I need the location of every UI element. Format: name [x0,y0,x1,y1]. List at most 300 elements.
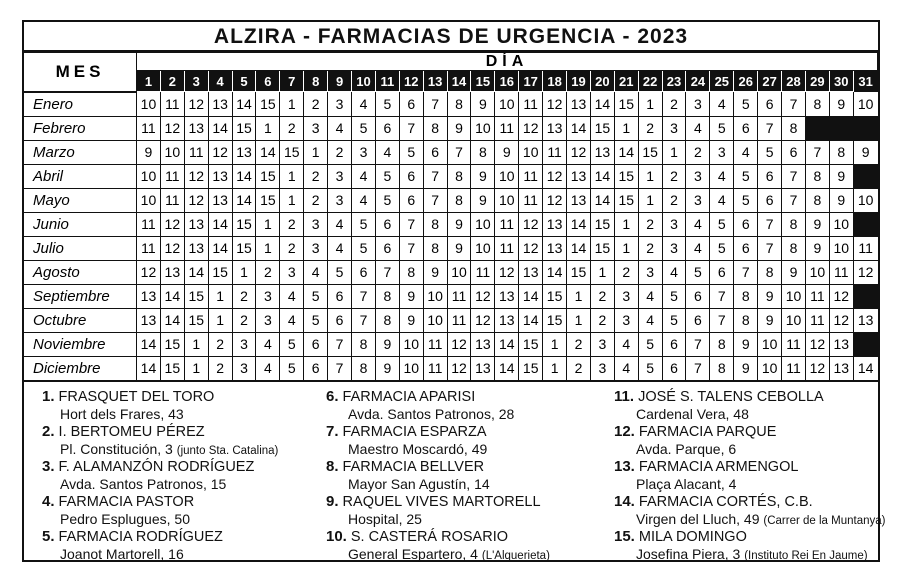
pharmacy-number-cell: 5 [710,212,734,236]
pharmacy-number: 1. [42,387,55,405]
pharmacy-number-cell: 9 [471,92,495,117]
pharmacy-number-cell: 8 [375,308,399,332]
pharmacy-number-cell: 8 [782,116,806,140]
pharmacy-number-cell: 4 [328,212,352,236]
pharmacy-number-cell: 14 [519,308,543,332]
pharmacy-number-cell: 8 [782,236,806,260]
pharmacy-number-cell: 8 [829,140,853,164]
pharmacy-number-cell: 10 [423,308,447,332]
pharmacy-number: 4. [42,492,55,510]
pharmacy-number-cell: 12 [447,356,471,381]
pharmacy-number-cell: 1 [614,236,638,260]
pharmacy-number-cell: 3 [232,356,256,381]
pharmacy-number-cell: 10 [495,164,519,188]
pharmacy-number-cell: 10 [495,92,519,117]
pharmacy-number-cell: 8 [805,164,829,188]
pharmacy-number-cell: 12 [829,284,853,308]
pharmacy-number: 2. [42,422,55,440]
pharmacy-number-cell: 1 [280,188,304,212]
day-header-cell: 16 [495,71,519,92]
month-name: Febrero [24,116,137,140]
pharmacy-number-cell: 4 [328,116,352,140]
day-header-cell: 6 [256,71,280,92]
pharmacy-number-cell: 3 [686,92,710,117]
pharmacy-number-cell: 14 [590,164,614,188]
pharmacy-number-cell: 13 [543,236,567,260]
pharmacy-number-cell: 3 [686,164,710,188]
pharmacy-number: 11. [614,387,635,405]
pharmacy-number-cell: 2 [280,236,304,260]
pharmacy-number-cell: 14 [519,284,543,308]
pharmacy-number-cell: 6 [686,284,710,308]
pharmacy-number-cell: 5 [375,164,399,188]
month-name: Enero [24,92,137,117]
calendar-card [22,20,886,562]
pharmacy-number-cell: 9 [447,116,471,140]
pharmacy-number-cell: 3 [662,236,686,260]
pharmacy-number-cell: 14 [208,236,232,260]
pharmacy-address-line [42,511,312,527]
pharmacy-number-cell: 11 [519,92,543,117]
pharmacy-number-cell: 2 [567,356,591,381]
pharmacy-number-cell: 1 [280,164,304,188]
header-row-dia [24,53,878,71]
pharmacy-name: FARMACIA ARMENGOL [638,458,799,475]
pharmacy-number-cell: 13 [495,284,519,308]
pharmacy-number-cell: 9 [471,188,495,212]
pharmacy-number-cell: 4 [256,332,280,356]
pharmacy-number-cell: 3 [590,356,614,381]
month-name: Agosto [24,260,137,284]
pharmacy-name: RAQUEL VIVES MARTORELL [342,493,541,510]
day-header-cell: 7 [280,71,304,92]
pharmacy-number-cell: 13 [543,116,567,140]
pharmacy-number-cell: 8 [423,116,447,140]
pharmacy-number-cell: 9 [447,212,471,236]
pharmacy-address-line [42,476,312,492]
pharmacy-number-cell: 7 [352,308,376,332]
month-name: Abril [24,164,137,188]
pharmacy-number-cell: 7 [710,284,734,308]
pharmacy-number-cell: 4 [280,308,304,332]
pharmacy-number-cell: 7 [447,140,471,164]
pharmacy-number-cell: 15 [543,308,567,332]
pharmacy-number-cell: 15 [638,140,662,164]
pharmacy-number-cell: 4 [375,140,399,164]
pharmacy-number-cell: 2 [256,260,280,284]
pharmacy-number-cell: 10 [853,92,877,117]
day-header-cell: 8 [304,71,328,92]
pharmacy-number-cell: 6 [352,260,376,284]
pharmacy-address-line [614,546,884,564]
pharmacy-number-cell: 15 [232,236,256,260]
pharmacy-number-cell: 14 [495,332,519,356]
month-name: Septiembre [24,284,137,308]
pharmacy-address-note: (Instituto Rei En Jaume) [744,549,868,562]
pharmacy-number-cell: 10 [447,260,471,284]
legend-column-3 [614,388,884,563]
pharmacy-number-cell: 11 [184,140,208,164]
pharmacy-number-cell: 13 [208,92,232,117]
pharmacy-number-cell: 11 [423,356,447,381]
pharmacy-number-cell: 12 [805,356,829,381]
pharmacy-number-cell: 2 [662,92,686,117]
pharmacy-entry [326,388,596,423]
pharmacy-number-cell: 9 [399,308,423,332]
pharmacy-address: Hort dels Frares, 43 [60,405,184,422]
pharmacy-name-line [42,493,312,511]
pharmacy-number-cell: 14 [232,188,256,212]
pharmacy-number-cell: 8 [734,284,758,308]
pharmacy-number-cell: 4 [686,116,710,140]
pharmacy-number-cell: 7 [758,116,782,140]
pharmacy-number-cell: 1 [638,188,662,212]
pharmacy-number-cell: 15 [567,260,591,284]
pharmacy-number-cell: 7 [686,332,710,356]
pharmacy-address-note: (L'Alquerieta) [481,549,550,562]
pharmacy-number-cell: 9 [758,308,782,332]
pharmacy-number-cell: 8 [375,284,399,308]
pharmacy-number-cell: 4 [710,164,734,188]
empty-day-cell [853,332,877,356]
pharmacy-number-cell: 8 [710,356,734,381]
pharmacy-number-cell: 5 [638,332,662,356]
pharmacy-number-cell: 14 [853,356,877,381]
pharmacy-number-cell: 15 [232,212,256,236]
pharmacy-number-cell: 7 [328,332,352,356]
pharmacy-number-cell: 5 [734,164,758,188]
pharmacy-number-cell: 4 [280,284,304,308]
pharmacy-number-cell: 13 [495,308,519,332]
pharmacy-number-cell: 9 [399,284,423,308]
pharmacy-number-cell: 5 [399,140,423,164]
pharmacy-name-line [614,528,884,546]
pharmacy-number-cell: 9 [375,356,399,381]
pharmacy-number-cell: 7 [782,164,806,188]
pharmacy-entry [326,423,596,458]
pharmacy-number-cell: 13 [184,236,208,260]
pharmacy-number-cell: 12 [160,212,184,236]
day-header-cell: 12 [399,71,423,92]
pharmacy-address-line [326,406,596,422]
pharmacy-number-cell: 12 [208,140,232,164]
pharmacy-number-cell: 13 [471,332,495,356]
pharmacy-address-line [614,441,884,457]
pharmacy-name-line [614,458,884,476]
day-number-row [24,71,878,92]
pharmacy-number-cell: 3 [256,308,280,332]
pharmacy-number-cell: 14 [184,260,208,284]
pharmacy-number-cell: 2 [304,92,328,117]
month-row [24,308,878,332]
pharmacy-number-cell: 8 [447,188,471,212]
pharmacy-name-line [326,528,596,546]
pharmacy-number-cell: 1 [208,308,232,332]
pharmacy-address-line [42,546,312,562]
pharmacy-address-line [326,511,596,527]
pharmacy-number-cell: 12 [519,116,543,140]
pharmacy-number-cell: 7 [686,356,710,381]
pharmacy-name-line [326,423,596,441]
pharmacy-entry [42,388,312,423]
pharmacy-number-cell: 13 [853,308,877,332]
pharmacy-number-cell: 11 [782,332,806,356]
pharmacy-number-cell: 14 [590,188,614,212]
pharmacy-number-cell: 8 [734,308,758,332]
pharmacy-number-cell: 15 [614,92,638,117]
month-row [24,236,878,260]
pharmacy-number-cell: 7 [375,260,399,284]
pharmacy-number-cell: 13 [829,332,853,356]
day-header-cell: 28 [782,71,806,92]
empty-day-cell [853,212,877,236]
pharmacy-entry [326,458,596,493]
pharmacy-number-cell: 13 [184,116,208,140]
pharmacy-number-cell: 15 [160,356,184,381]
pharmacy-number-cell: 4 [662,260,686,284]
pharmacy-number-cell: 14 [208,212,232,236]
day-header-cell: 20 [590,71,614,92]
pharmacy-address: General Espartero, 4 [348,545,478,562]
pharmacy-number-cell: 12 [829,308,853,332]
pharmacy-name: FARMACIA PASTOR [58,493,195,510]
day-header-cell: 3 [184,71,208,92]
pharmacy-name: S. CASTERÁ ROSARIO [350,528,509,545]
pharmacy-address-line [326,476,596,492]
pharmacy-number-cell: 10 [160,140,184,164]
pharmacy-number-cell: 3 [328,188,352,212]
pharmacy-number: 5. [42,527,55,545]
pharmacy-number-cell: 2 [686,140,710,164]
pharmacy-number-cell: 9 [137,140,161,164]
pharmacy-number-cell: 5 [375,92,399,117]
pharmacy-number-cell: 10 [137,188,161,212]
pharmacy-number-cell: 10 [805,260,829,284]
empty-day-cell [805,116,829,140]
pharmacy-number-cell: 11 [447,284,471,308]
pharmacy-number-cell: 7 [710,308,734,332]
pharmacy-number-cell: 15 [614,164,638,188]
pharmacy-number-cell: 5 [352,212,376,236]
pharmacy-number-cell: 3 [662,116,686,140]
pharmacy-number-cell: 1 [638,92,662,117]
pharmacy-number-cell: 13 [137,284,161,308]
pharmacy-address: Avda. Parque, 6 [636,440,737,457]
pharmacy-number: 13. [614,457,635,475]
pharmacy-number-cell: 14 [208,116,232,140]
pharmacy-number-cell: 14 [137,332,161,356]
pharmacy-number-cell: 14 [590,92,614,117]
pharmacy-number-cell: 1 [567,284,591,308]
pharmacy-number-cell: 4 [686,212,710,236]
pharmacy-address-line [326,546,596,564]
day-header-cell: 1 [137,71,161,92]
pharmacy-number-cell: 5 [662,284,686,308]
pharmacy-number-cell: 6 [399,188,423,212]
day-header-cell: 29 [805,71,829,92]
pharmacy-number-cell: 6 [734,236,758,260]
pharmacy-address: Joanot Martorell, 16 [60,545,184,562]
pharmacy-number-cell: 1 [208,284,232,308]
pharmacy-number-cell: 5 [734,92,758,117]
pharmacy-address: Hospital, 25 [348,510,422,527]
day-header-cell: 18 [543,71,567,92]
pharmacy-number-cell: 12 [543,188,567,212]
pharmacy-address-line [614,476,884,492]
pharmacy-number-cell: 1 [232,260,256,284]
pharmacy-number-cell: 3 [590,332,614,356]
pharmacy-number-cell: 6 [328,308,352,332]
month-rows [24,92,878,381]
pharmacy-number-cell: 11 [160,188,184,212]
pharmacy-number-cell: 3 [304,212,328,236]
pharmacy-number-cell: 13 [567,188,591,212]
pharmacy-number-cell: 15 [184,308,208,332]
pharmacy-number-cell: 1 [614,212,638,236]
pharmacy-number: 7. [326,422,339,440]
dia-header: DÍA [137,53,878,71]
pharmacy-number-cell: 6 [662,356,686,381]
pharmacy-number-cell: 11 [137,236,161,260]
pharmacy-entry [42,493,312,528]
pharmacy-number-cell: 9 [829,188,853,212]
pharmacy-number-cell: 3 [328,92,352,117]
pharmacy-number-cell: 2 [590,284,614,308]
pharmacy-number-cell: 2 [662,164,686,188]
pharmacy-number-cell: 11 [137,116,161,140]
mes-header: MES [24,53,137,92]
pharmacy-number-cell: 7 [734,260,758,284]
pharmacy-entry [326,528,596,563]
pharmacy-number-cell: 3 [280,260,304,284]
pharmacy-number-cell: 10 [758,332,782,356]
pharmacy-number-cell: 5 [710,236,734,260]
day-header-cell: 9 [328,71,352,92]
pharmacy-address: Avda. Santos Patronos, 28 [348,405,515,422]
pharmacy-number-cell: 12 [160,236,184,260]
pharmacy-number: 9. [326,492,339,510]
pharmacy-number-cell: 8 [352,356,376,381]
pharmacy-number-cell: 6 [758,92,782,117]
pharmacy-number-cell: 4 [328,236,352,260]
pharmacy-number-cell: 8 [805,188,829,212]
pharmacy-number-cell: 2 [328,140,352,164]
pharmacy-number-cell: 1 [256,116,280,140]
pharmacy-number-cell: 5 [686,260,710,284]
pharmacy-number-cell: 7 [805,140,829,164]
pharmacy-number-cell: 1 [256,236,280,260]
legend-column-1 [42,388,312,563]
pharmacy-number-cell: 6 [758,188,782,212]
pharmacy-number-cell: 11 [447,308,471,332]
pharmacy-number-cell: 5 [304,284,328,308]
pharmacy-number-cell: 7 [782,92,806,117]
day-header-cell: 4 [208,71,232,92]
pharmacy-number-cell: 4 [352,164,376,188]
pharmacy-number-cell: 8 [710,332,734,356]
pharmacy-number-cell: 7 [423,92,447,117]
day-header-cell: 27 [758,71,782,92]
pharmacy-number-cell: 14 [495,356,519,381]
pharmacy-number-cell: 4 [352,188,376,212]
pharmacy-number-cell: 2 [280,116,304,140]
pharmacy-number-cell: 9 [734,356,758,381]
pharmacy-name-line [42,528,312,546]
pharmacy-number-cell: 15 [519,356,543,381]
pharmacy-number-cell: 3 [614,308,638,332]
pharmacy-number-cell: 6 [304,332,328,356]
pharmacy-number: 14. [614,492,635,510]
pharmacy-entry [326,493,596,528]
pharmacy-number-cell: 6 [782,140,806,164]
pharmacy-number-cell: 7 [423,188,447,212]
pharmacy-number-cell: 1 [662,140,686,164]
pharmacy-name: FARMACIA ESPARZA [342,423,487,440]
pharmacy-number-cell: 2 [208,356,232,381]
pharmacy-number-cell: 5 [352,236,376,260]
pharmacy-number-cell: 10 [137,164,161,188]
pharmacy-number-cell: 7 [399,236,423,260]
pharmacy-number-cell: 11 [423,332,447,356]
pharmacy-number-cell: 15 [232,116,256,140]
pharmacy-number-cell: 12 [471,284,495,308]
pharmacy-entry [614,528,884,563]
pharmacy-number-cell: 3 [232,332,256,356]
pharmacy-number-cell: 6 [686,308,710,332]
pharmacy-name-line [326,388,596,406]
pharmacy-number-cell: 10 [495,188,519,212]
pharmacy-number-cell: 7 [328,356,352,381]
pharmacy-number-cell: 10 [399,332,423,356]
month-name: Noviembre [24,332,137,356]
pharmacy-number-cell: 15 [160,332,184,356]
month-row [24,140,878,164]
pharmacy-name-line [326,458,596,476]
pharmacy-number-cell: 10 [471,116,495,140]
pharmacy-number-cell: 13 [232,140,256,164]
pharmacy-number-cell: 5 [638,356,662,381]
pharmacy-number-cell: 6 [423,140,447,164]
pharmacy-number-cell: 14 [256,140,280,164]
pharmacy-entry [614,458,884,493]
day-header-cell: 24 [686,71,710,92]
pharmacy-number-cell: 4 [638,284,662,308]
day-header-cell: 14 [447,71,471,92]
pharmacy-number-cell: 11 [160,164,184,188]
pharmacy-number-cell: 10 [423,284,447,308]
pharmacy-number-cell: 6 [304,356,328,381]
pharmacy-number-cell: 9 [829,164,853,188]
pharmacy-number-cell: 9 [447,236,471,260]
pharmacy-number-cell: 13 [208,188,232,212]
pharmacy-name: FARMACIA PARQUE [638,423,777,440]
pharmacy-number-cell: 15 [184,284,208,308]
empty-day-cell [853,284,877,308]
pharmacy-number-cell: 3 [328,164,352,188]
pharmacy-number-cell: 12 [184,188,208,212]
pharmacy-number-cell: 8 [399,260,423,284]
month-row [24,332,878,356]
pharmacy-number-cell: 12 [137,260,161,284]
pharmacy-number-cell: 11 [519,164,543,188]
pharmacy-number-cell: 6 [758,164,782,188]
pharmacy-number-cell: 15 [280,140,304,164]
pharmacy-name: JOSÉ S. TALENS CEBOLLA [638,388,824,405]
pharmacy-number-cell: 13 [137,308,161,332]
pharmacy-number-cell: 11 [519,188,543,212]
pharmacy-name: FRASQUET DEL TORO [58,388,215,405]
pharmacy-number-cell: 8 [805,92,829,117]
